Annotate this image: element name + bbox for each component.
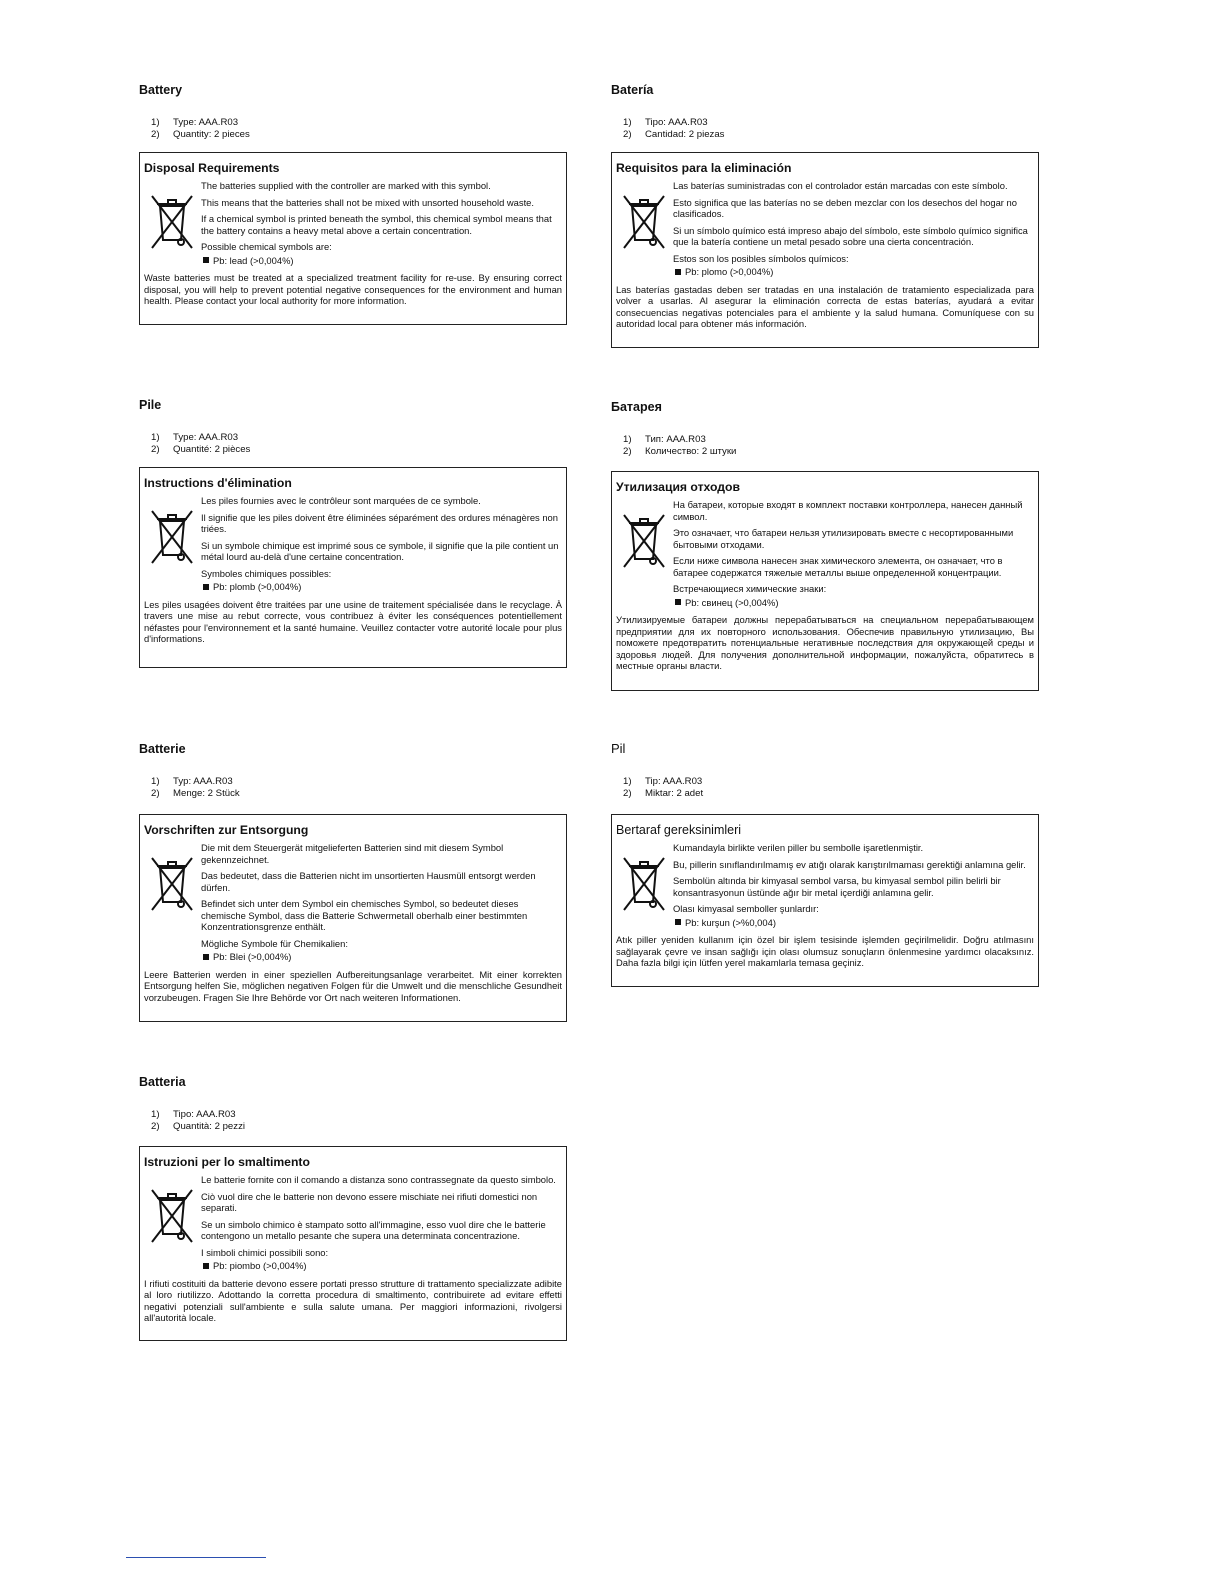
spec-number: 2)	[623, 446, 632, 457]
square-bullet-icon	[675, 919, 681, 925]
para-meaning: This means that the batteries shall not be mixed with unsorted household waste.	[201, 196, 535, 208]
chemical-bullet	[673, 597, 1034, 609]
spec-number: 1)	[151, 776, 160, 787]
spec-list	[151, 117, 567, 141]
section-heading: Batterie	[139, 742, 186, 756]
section-french	[139, 398, 567, 644]
para-symbol: Las baterías suministradas con el controlador están marcadas con este símbolo.	[673, 180, 1008, 191]
footer-text: Les piles usagées doivent être traitées par une usine de traitement spécialisée dans le recyclage. À travers une mise au rebut correcte, vous contribuez à éviter les conséquences potentiellement néfastes pour l'environnement et la santé humaine. Veuillez contacter votre autorité locale pour plus d'informations.	[144, 598, 562, 644]
spec-number: 2)	[623, 788, 632, 799]
para-symbol: Le batterie fornite con il comando a distanza sono contrassegnate da questo simbolo.	[201, 1174, 556, 1185]
spec-text: Quantità: 2 pezzi	[173, 1121, 245, 1132]
spec-number: 1)	[151, 432, 160, 443]
spec-type	[623, 776, 1039, 788]
spec-number: 2)	[623, 129, 632, 140]
para-chemical: Se un simbolo chimico è stampato sotto all'immagine, esso vuol dire che le batterie contengono un metallo pesante che supera una determinata concentrazione.	[201, 1218, 546, 1241]
disposal-box	[139, 1146, 567, 1341]
square-bullet-icon	[675, 269, 681, 275]
para-chemical: Sembolün altında bir kimyasal sembol varsa, bu kimyasal sembol pilin belirli bir konsantrasyonun üstünde ağır bir metal içerdiği anlamına gelir.	[673, 875, 1001, 898]
spec-type	[623, 117, 1039, 129]
section-heading: Batteria	[139, 1075, 186, 1089]
box-body	[144, 842, 562, 1003]
section-english	[139, 83, 567, 306]
footer-text: Leere Batterien werden in einer speziellen Aufbereitungsanlage verarbeitet. Mit einer korrekten Entsorgung helfen Sie, möglichen negativen Folgen für die Umwelt und die menschliche Gesundheit vorzubeugen. Fragen Sie Ihre Behörde vor Ort nach weiteren Informationen.	[144, 968, 562, 1003]
spec-number: 1)	[151, 1109, 160, 1120]
spec-number: 1)	[623, 776, 632, 787]
crossed-out-bin-icon	[148, 1186, 196, 1248]
crossed-out-bin-icon	[620, 854, 668, 916]
square-bullet-icon	[675, 599, 681, 605]
footnote-rule	[126, 1557, 266, 1558]
spec-type	[623, 434, 1039, 446]
box-title: Requisitos para la eliminación	[616, 161, 792, 175]
chemical-bullet	[201, 581, 562, 593]
spec-type	[151, 1109, 567, 1121]
para-possible: Estos son los posibles símbolos químicos:	[673, 252, 849, 264]
spec-list	[151, 1109, 567, 1133]
bullet-text: Pb: свинец (>0,004%)	[685, 596, 779, 608]
chemical-bullet	[201, 255, 562, 267]
spec-text: Тип: AAA.R03	[645, 434, 706, 445]
spec-type	[151, 776, 567, 788]
spec-text: Type: AAA.R03	[173, 117, 239, 128]
chemical-bullet	[673, 266, 1034, 278]
bullet-text: Pb: piombo (>0,004%)	[213, 1260, 307, 1271]
box-body	[144, 1174, 562, 1324]
section-heading: Pile	[139, 398, 162, 412]
spec-number: 2)	[151, 129, 160, 140]
bullet-text: Pb: lead (>0,004%)	[213, 254, 294, 266]
spec-type	[151, 117, 567, 129]
crossed-out-bin-icon	[148, 192, 196, 254]
section-spanish	[611, 83, 1039, 329]
spec-text: Tipo: AAA.R03	[173, 1109, 236, 1120]
square-bullet-icon	[203, 1263, 209, 1269]
disposal-box	[139, 467, 567, 668]
spec-list	[623, 117, 1039, 141]
spec-number: 2)	[151, 788, 160, 799]
box-title: Bertaraf gereksinimleri	[616, 823, 742, 837]
spec-quantity	[623, 446, 1039, 458]
para-meaning: Esto significa que las baterías no se deben mezclar con los desechos del hogar no clasificados.	[673, 196, 1017, 219]
section-russian	[611, 400, 1039, 671]
spec-number: 1)	[151, 117, 160, 128]
bullet-text: Pb: plomb (>0,004%)	[213, 581, 302, 592]
spec-quantity	[151, 129, 567, 141]
spec-quantity	[151, 788, 567, 800]
spec-number: 1)	[623, 434, 632, 445]
section-italian	[139, 1075, 567, 1323]
box-title: Instructions d'élimination	[144, 476, 292, 490]
box-title: Vorschriften zur Entsorgung	[144, 823, 309, 837]
spec-quantity	[623, 129, 1039, 141]
para-chemical: Befindet sich unter dem Symbol ein chemisches Symbol, so bedeutet dieses chemische Symbol, dass die Batterie Schwermetall oberhalb einer bestimmten Konzentrationsgrenze enthält.	[201, 898, 528, 932]
section-heading: Pil	[611, 741, 626, 756]
disposal-box	[139, 152, 567, 325]
para-possible: Olası kimyasal semboller şunlardır:	[673, 903, 819, 914]
section-heading: Battery	[139, 83, 183, 97]
disposal-box	[611, 152, 1039, 348]
para-symbol: Les piles fournies avec le contrôleur sont marquées de ce symbole.	[201, 495, 481, 506]
spec-quantity	[151, 444, 567, 456]
bullet-text: Pb: kurşun (>%0,004)	[685, 916, 776, 928]
spec-text: Type: AAA.R03	[173, 432, 239, 443]
spec-text: Quantity: 2 pieces	[173, 129, 250, 140]
bullet-text: Pb: Blei (>0,004%)	[213, 951, 292, 962]
para-possible: Symboles chimiques possibles:	[201, 567, 332, 579]
spec-list	[151, 776, 567, 800]
footer-text: Atık piller yeniden kullanım için özel bir işlem tesisinde işlemden geçirilmelidir. Doğru atılmasını sağlayarak çevre ve insan sağlığı için olası olumsuz sonuçların önlenmesine yardımcı olacaksınız. Daha fazla bilgi için lütfen yerel makamlarla temasa geçiniz.	[616, 934, 1034, 968]
spec-list	[623, 434, 1039, 458]
spec-text: Tipo: AAA.R03	[645, 117, 708, 128]
para-chemical: Si un símbolo químico está impreso abajo del símbolo, este símbolo químico significa que la batería contiene un metal pesado sobre una cierta concentración.	[673, 224, 1028, 247]
crossed-out-bin-icon	[620, 192, 668, 254]
crossed-out-bin-icon	[148, 854, 196, 916]
spec-text: Miktar: 2 adet	[645, 788, 704, 799]
box-title: Утилизация отходов	[616, 480, 740, 494]
para-meaning: Ciò vuol dire che le batterie non devono essere mischiate nei rifiuti domestici non separati.	[201, 1190, 538, 1213]
para-possible: I simboli chimici possibili sono:	[201, 1246, 329, 1258]
para-symbol: Die mit dem Steuergerät mitgelieferten Batterien sind mit diesem Symbol gekennzeichnet.	[201, 842, 504, 865]
crossed-out-bin-icon	[148, 507, 196, 569]
box-body	[144, 495, 562, 645]
box-body	[616, 842, 1034, 969]
para-chemical: Если ниже символа нанесен знак химического элемента, он означает, что в батарее содержатся тяжелые металлы выше определенной концентрации.	[673, 555, 1003, 578]
spec-type	[151, 432, 567, 444]
para-chemical: Si un symbole chimique est imprimé sous ce symbole, il signifie que la pile contient un métal lourd au-delà d'une certaine concentration.	[201, 539, 559, 562]
spec-text: Количество: 2 штуки	[645, 446, 737, 457]
footer-text: I rifiuti costituiti da batterie devono essere portati presso strutture di trattamento specializzate adibite al loro riutilizzo. Adottando la corretta procedura di smaltimento, contribuirete ad evitare effetti negativi potenziali sull'ambiente e sulla salute umana. Per maggiori informazioni, rivolgersi all'autorità locale.	[144, 1277, 562, 1323]
disposal-box	[611, 471, 1039, 691]
para-symbol: На батареи, которые входят в комплект поставки контроллера, нанесен данный символ.	[673, 499, 1023, 522]
chemical-bullet	[673, 917, 1034, 929]
box-body	[616, 180, 1034, 330]
square-bullet-icon	[203, 584, 209, 590]
footer-text: Утилизируемые батареи должны перерабатываться на специальном перерабатывающем предприятии для их повторного использования. Обеспечив правильную утилизацию, Вы поможете предотвратить потенциальные негативные последствия для окружающей среды и здоровья людей. Для получения дополнительной информации, пожалуйста, обратитесь в местные органы власти.	[616, 614, 1034, 671]
footer-text: Waste batteries must be treated at a specialized treatment facility for re-use. By ensuring correct disposal, you will help to prevent potential negative consequences for the environment and human health. Please contact your local authority for more information.	[144, 272, 562, 306]
para-meaning: Bu, pillerin sınıflandırılmamış ev atığı olarak karıştırılmaması gerektiği anlamına gelir.	[673, 858, 1026, 870]
section-heading: Батарея	[611, 400, 662, 414]
crossed-out-bin-icon	[620, 511, 668, 573]
para-possible: Встречающиеся химические знаки:	[673, 583, 827, 594]
para-possible: Mögliche Symbole für Chemikalien:	[201, 937, 348, 949]
section-heading: Batería	[611, 83, 654, 97]
spec-number: 1)	[623, 117, 632, 128]
spec-text: Typ: AAA.R03	[173, 776, 233, 787]
spec-quantity	[151, 1121, 567, 1133]
box-title: Disposal Requirements	[144, 161, 280, 175]
spec-number: 2)	[151, 444, 160, 455]
chemical-bullet	[201, 951, 562, 963]
para-meaning: Il signifie que les piles doivent être éliminées séparément des ordures ménagères non triées.	[201, 511, 558, 534]
para-meaning: Das bedeutet, dass die Batterien nicht im unsortierten Hausmüll entsorgt werden dürfen.	[201, 870, 536, 893]
chemical-bullet	[201, 1260, 562, 1272]
para-possible: Possible chemical symbols are:	[201, 241, 332, 252]
square-bullet-icon	[203, 954, 209, 960]
box-body	[144, 180, 562, 307]
spec-list	[623, 776, 1039, 800]
box-title: Istruzioni per lo smaltimento	[144, 1155, 310, 1169]
spec-text: Quantité: 2 pièces	[173, 444, 251, 455]
disposal-box	[611, 814, 1039, 987]
footer-text: Las baterías gastadas deben ser tratadas en una instalación de tratamiento especializada para volver a usarlas. Al asegurar la eliminación correcta de estas baterías, ayudará a evitar consecuencias negativas potenciales para el ambiente y la salud humana. Comuníquese con su autoridad local para obtener más información.	[616, 283, 1034, 329]
spec-list	[151, 432, 567, 456]
section-german	[139, 742, 567, 1003]
spec-number: 2)	[151, 1121, 160, 1132]
para-meaning: Это означает, что батареи нельзя утилизировать вместе с несортированными бытовыми отходами.	[673, 527, 1014, 550]
section-turkish	[611, 741, 1039, 968]
spec-text: Menge: 2 Stück	[173, 788, 240, 799]
para-chemical: If a chemical symbol is printed beneath the symbol, this chemical symbol means that the battery contains a heavy metal above a certain concentration.	[201, 213, 552, 236]
spec-quantity	[623, 788, 1039, 800]
spec-text: Cantidad: 2 piezas	[645, 129, 725, 140]
disposal-box	[139, 814, 567, 1022]
square-bullet-icon	[203, 257, 209, 263]
box-body	[616, 499, 1034, 672]
spec-text: Tip: AAA.R03	[645, 776, 703, 787]
bullet-text: Pb: plomo (>0,004%)	[685, 266, 774, 277]
para-symbol: Kumandayla birlikte verilen piller bu sembolle işaretlenmiştir.	[673, 842, 924, 853]
para-symbol: The batteries supplied with the controller are marked with this symbol.	[201, 180, 491, 191]
